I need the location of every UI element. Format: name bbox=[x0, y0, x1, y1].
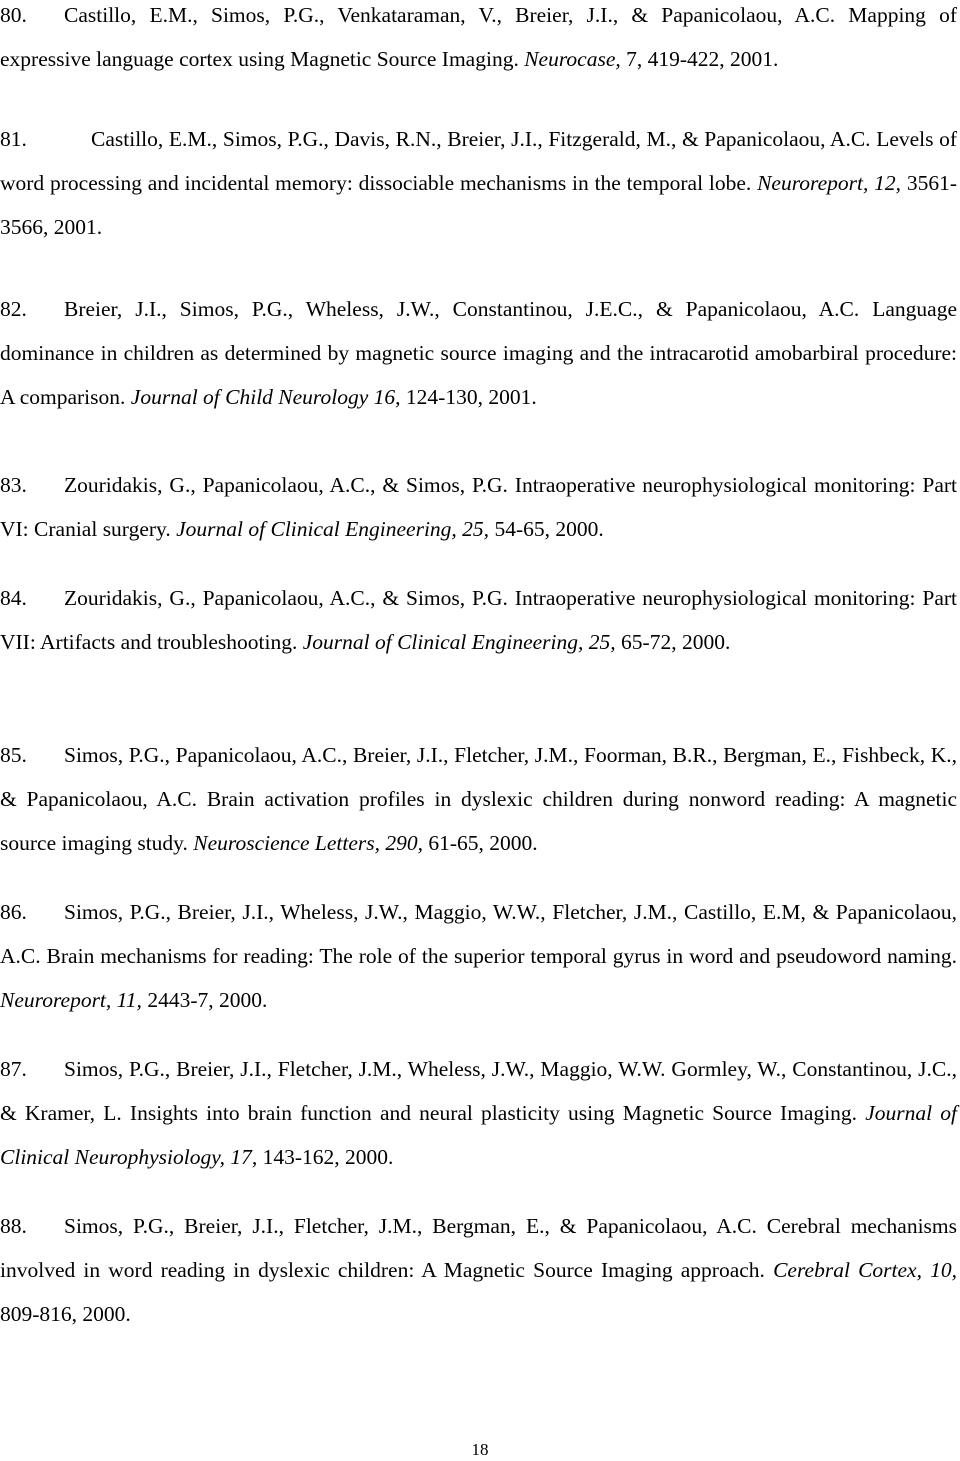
reference-number: 83. bbox=[0, 473, 27, 497]
reference-authors: Castillo, E.M., Simos, P.G., Davis, R.N., Breier, J.I., Fitzgerald, M., & Papanicolaou, A.C. bbox=[91, 127, 871, 151]
reference-number: 82. bbox=[0, 297, 27, 321]
reference-title: Insights into brain function and neural plasticity using Magnetic Source Imaging. bbox=[129, 1101, 858, 1125]
reference-citation: 2443-7, 2000. bbox=[147, 988, 268, 1012]
reference-item bbox=[0, 287, 957, 419]
reference-item bbox=[0, 733, 957, 865]
reference-journal: Journal of Child Neurology 16, bbox=[130, 385, 401, 409]
reference-title: Levels of word processing and incidental memory: dissociable mechanisms in the temporal lobe. bbox=[0, 127, 958, 195]
reference-journal: Cerebral Cortex, 10, bbox=[773, 1258, 957, 1282]
reference-title: Language dominance in children as determined by magnetic source imaging and the intracarotid amobarbiral procedure: A comparison. bbox=[0, 297, 957, 409]
reference-title: Brain mechanisms for reading: The role of the superior temporal gyrus in word and pseudoword naming. bbox=[46, 944, 957, 968]
reference-journal: Journal of Clinical Neurophysiology, 17, bbox=[0, 1101, 958, 1169]
reference-number: 80. bbox=[0, 3, 27, 27]
reference-journal: Journal of Clinical Engineering, 25, bbox=[302, 630, 616, 654]
reference-title: Intraoperative neurophysiological monitoring: Part VII: Artifacts and troubleshooting. bbox=[0, 586, 958, 654]
page-number: 18 bbox=[471, 1440, 489, 1459]
reference-journal: Neurocase, bbox=[524, 47, 621, 71]
reference-citation: 3561-3566, 2001. bbox=[0, 171, 958, 239]
reference-title: Mapping of expressive language cortex using Magnetic Source Imaging. bbox=[0, 3, 958, 71]
reference-citation: 54-65, 2000. bbox=[494, 517, 604, 541]
reference-item bbox=[0, 117, 957, 249]
reference-authors: Breier, J.I., Simos, P.G., Wheless, J.W., Constantinou, J.E.C., & Papanicolaou, A.C. bbox=[64, 297, 860, 321]
reference-item bbox=[0, 463, 957, 551]
reference-authors: Zouridakis, G., Papanicolaou, A.C., & Simos, P.G. bbox=[64, 586, 508, 610]
reference-citation: 7, 419-422, 2001. bbox=[626, 47, 779, 71]
reference-authors: Castillo, E.M., Simos, P.G., Venkataraman, V., Breier, J.I., & Papanicolaou, A.C. bbox=[64, 3, 836, 27]
reference-number: 84. bbox=[0, 586, 27, 610]
reference-citation: 809-816, 2000. bbox=[0, 1302, 131, 1326]
reference-authors: Simos, P.G., Breier, J.I., Fletcher, J.M., Wheless, J.W., Maggio, W.W. Gormley, W., Constantinou, J.C., & Kramer, L. bbox=[0, 1057, 957, 1125]
reference-citation: 61-65, 2000. bbox=[428, 831, 538, 855]
reference-title: Intraoperative neurophysiological monitoring: Part VI: Cranial surgery. bbox=[0, 473, 958, 541]
reference-title: Brain activation profiles in dyslexic children during nonword reading: A magnetic source imaging study. bbox=[0, 787, 958, 855]
reference-item bbox=[0, 0, 957, 81]
reference-number: 85. bbox=[0, 743, 27, 767]
reference-citation: 124-130, 2001. bbox=[405, 385, 537, 409]
reference-journal: Neuroreport, 11, bbox=[0, 988, 142, 1012]
reference-number: 87. bbox=[0, 1057, 27, 1081]
reference-item bbox=[0, 576, 957, 664]
reference-number: 88. bbox=[0, 1214, 27, 1238]
reference-item bbox=[0, 1047, 957, 1179]
reference-journal: Journal of Clinical Engineering, 25, bbox=[176, 517, 490, 541]
reference-journal: Neuroreport, 12, bbox=[757, 171, 902, 195]
reference-authors: Zouridakis, G., Papanicolaou, A.C., & Simos, P.G. bbox=[64, 473, 508, 497]
reference-number: 81. bbox=[0, 127, 27, 151]
reference-citation: 65-72, 2000. bbox=[621, 630, 731, 654]
reference-journal: Neuroscience Letters, 290, bbox=[193, 831, 423, 855]
reference-authors: Simos, P.G., Papanicolaou, A.C., Breier, J.I., Fletcher, J.M., Foorman, B.R., Bergman, E., Fishbeck, K., & Papanicolaou, A.C. bbox=[0, 743, 957, 811]
reference-item bbox=[0, 1204, 957, 1336]
reference-authors: Simos, P.G., Breier, J.I., Fletcher, J.M., Bergman, E., & Papanicolaou, A.C. bbox=[64, 1214, 757, 1238]
reference-citation: 143-162, 2000. bbox=[262, 1145, 394, 1169]
reference-number: 86. bbox=[0, 900, 27, 924]
reference-title: Cerebral mechanisms involved in word reading in dyslexic children: A Magnetic Source Imaging approach. bbox=[0, 1214, 957, 1282]
reference-item bbox=[0, 890, 957, 1022]
reference-authors: Simos, P.G., Breier, J.I., Wheless, J.W., Maggio, W.W., Fletcher, J.M., Castillo, E.M, & Papanicolaou, A.C. bbox=[0, 900, 957, 968]
